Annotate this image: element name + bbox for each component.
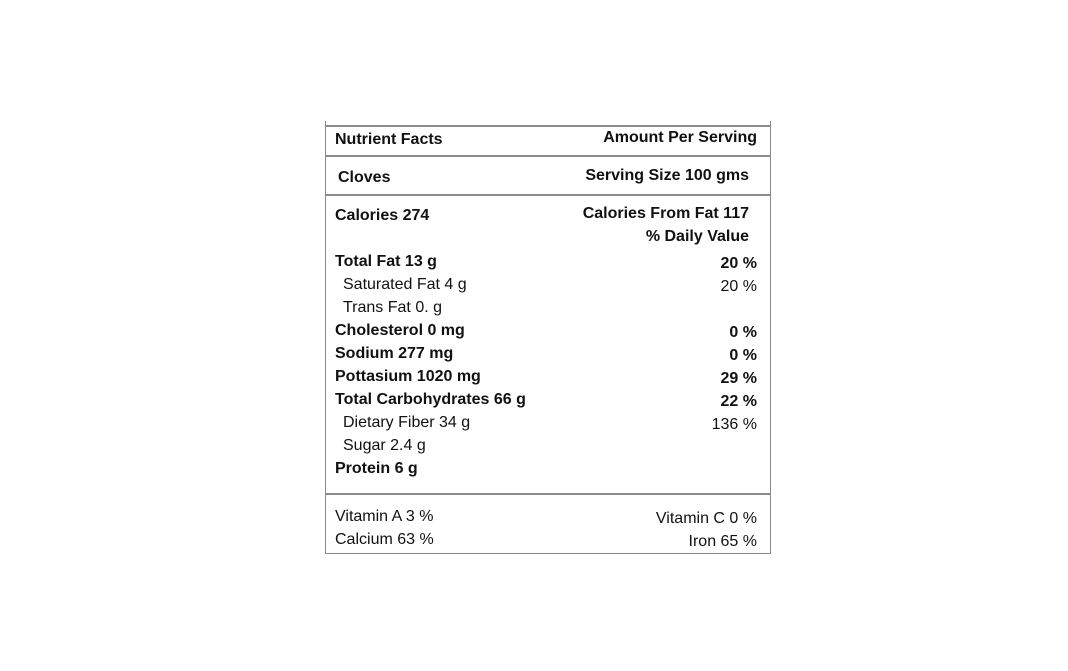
label-title: Nutrient Facts (335, 131, 443, 148)
vitamins-divider (326, 493, 770, 495)
calcium: Calcium 63 % (335, 531, 434, 548)
nutrient-dv-cholesterol: 0 % (729, 324, 757, 341)
nutrient-dv-dietary-fiber: 136 % (711, 416, 757, 433)
vitamin-a: Vitamin A 3 % (335, 508, 434, 525)
amount-per-serving: Amount Per Serving (603, 129, 757, 146)
nutrient-label-trans-fat: Trans Fat 0. g (343, 299, 442, 316)
nutrient-dv-saturated-fat: 20 % (720, 278, 757, 295)
serving-divider (326, 194, 770, 196)
nutrient-dv-total-carbohydrates: 22 % (720, 393, 757, 410)
nutrient-dv-sodium: 0 % (729, 347, 757, 364)
nutrient-label-saturated-fat: Saturated Fat 4 g (343, 276, 467, 293)
nutrient-label-sugar: Sugar 2.4 g (343, 437, 426, 454)
nutrient-label-protein: Protein 6 g (335, 460, 418, 477)
nutrient-label-sodium: Sodium 277 mg (335, 345, 454, 362)
vitamin-c: Vitamin C 0 % (655, 510, 757, 527)
daily-value-header: % Daily Value (645, 228, 749, 245)
nutrient-dv-total-fat: 20 % (720, 255, 757, 272)
nutrient-label-total-fat: Total Fat 13 g (335, 253, 437, 270)
nutrient-label-cholesterol: Cholesterol 0 mg (335, 322, 465, 339)
top-divider (326, 125, 770, 127)
serving-size: Serving Size 100 gms (585, 167, 749, 184)
nutrient-label-total-carbohydrates: Total Carbohydrates 66 g (335, 391, 526, 408)
nutrient-label-dietary-fiber: Dietary Fiber 34 g (343, 414, 471, 431)
header-divider (326, 155, 770, 157)
calories-from-fat: Calories From Fat 117 (582, 205, 749, 222)
calories: Calories 274 (335, 207, 430, 224)
product-name: Cloves (338, 169, 391, 186)
nutrition-facts-label (325, 121, 771, 554)
nutrient-label-potassium: Pottasium 1020 mg (335, 368, 481, 385)
iron: Iron 65 % (688, 533, 757, 550)
nutrient-dv-potassium: 29 % (720, 370, 757, 387)
